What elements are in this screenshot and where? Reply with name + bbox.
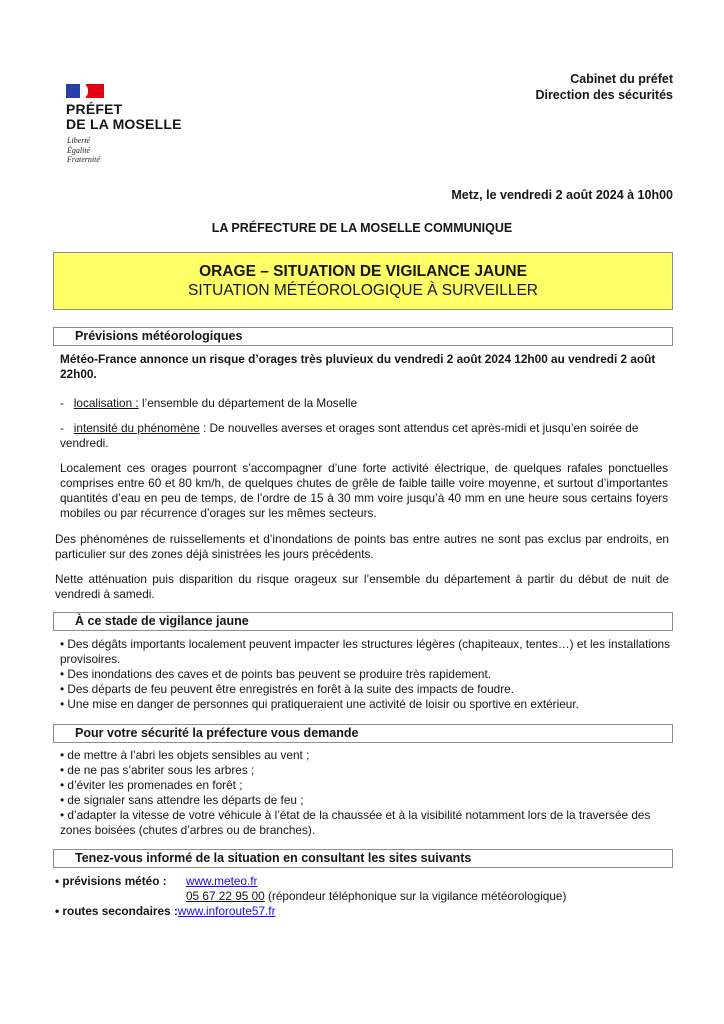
section-heading-previsions [53, 327, 673, 346]
list-item: • Des départs de feu peuvent être enregistrés en forêt à la suite des impacts de foudre. [60, 682, 514, 696]
communique-title: LA PRÉFECTURE DE LA MOSELLE COMMUNIQUE [211, 221, 513, 235]
list-item: • Des inondations des caves et de points bas peuvent se produire très rapidement. [60, 667, 492, 681]
motto-fraternite: Fraternité [67, 155, 100, 164]
motto-liberte: Liberté [67, 136, 91, 145]
previsions-intro: Météo-France annonce un risque d’orages très pluvieux du vendredi 2 août 2024 12h00 au vendredi 2 août 22h00. [60, 352, 656, 381]
paragraph-localement: Localement ces orages pourront s’accompagner d’une forte activité électrique, de quelques rafales ponctuelles comprises entre 60 et 80 km/h, de quelques chutes de grêle de faible taille voire moyenne, et surtout d’importantes quantités d’eau en peu de temps, de l’ordre de 15 à 30 mm voire jusqu’à 40 mm en une heure sous certains foyers mobiles ou par récurrence d’orages sur les mêmes secteurs. [60, 461, 668, 520]
list-item: • d’adapter la vitesse de votre véhicule à l’état de la chaussée et à la visibilité notamment lors de la traversée des zones boisées (chutes d’arbres ou de branches). [60, 808, 651, 837]
section-heading-text: Tenez-vous informé de la situation en consultant les sites suivants [75, 851, 472, 865]
alert-subtitle: SITUATION MÉTÉOROLOGIQUE À SURVEILLER [188, 282, 538, 299]
republic-motto [67, 136, 100, 165]
list-item: • Des dégâts importants localement peuvent impacter les structures légères (chapiteaux, tentes…) et les installations provisoires. [60, 637, 670, 666]
section-heading-text: Pour votre sécurité la préfecture vous demande [75, 726, 359, 740]
localisation-label: localisation : [73, 396, 139, 410]
paragraph-attenuation: Nette atténuation puis disparition du risque orageux sur l’ensemble du département à partir du début de nuit de vendredi à samedi. [55, 572, 669, 601]
alert-title: ORAGE – SITUATION DE VIGILANCE JAUNE [199, 263, 527, 280]
vigilance-list [60, 637, 670, 712]
list-item: • de signaler sans attendre les départs de feu ; [60, 793, 304, 807]
inforoute-link[interactable]: www.inforoute57.fr [177, 904, 276, 918]
phone-number[interactable]: 05 67 22 95 00 [186, 889, 265, 903]
sites-list [55, 874, 675, 919]
routes-row [55, 904, 675, 919]
intensite-line [60, 421, 668, 451]
logo-line-1: PRÉFET [66, 101, 123, 117]
meteo-link[interactable]: www.meteo.fr [186, 874, 258, 888]
list-item: • de ne pas s’abriter sous les arbres ; [60, 763, 255, 777]
motto-egalite: Égalité [67, 145, 91, 155]
paragraph-ruissellement: Des phénomènes de ruissellements et d’inondations de points bas entre autres ne sont pas exclus par endroits, en particulier sur des zones déjà sinistrées les jours précédents. [55, 532, 669, 561]
vigilance-alert-box [53, 252, 673, 310]
phone-row [55, 889, 675, 904]
section-heading-text: À ce stade de vigilance jaune [75, 614, 249, 628]
localisation-text: l’ensemble du département de la Moselle [138, 396, 358, 410]
section-heading-vigilance [53, 612, 673, 631]
list-item: • d’éviter les promenades en forêt ; [60, 778, 243, 792]
prefecture-logo-title [66, 102, 182, 132]
issuing-office [535, 71, 673, 103]
bullet-dash: - [60, 421, 74, 435]
phone-note: (répondeur téléphonique sur la vigilance météorologique) [264, 889, 567, 903]
direction-name: Direction des sécurités [535, 88, 673, 102]
meteo-label: • prévisions météo : [55, 874, 167, 888]
date-line: Metz, le vendredi 2 août 2024 à 10h00 [451, 188, 673, 202]
list-item: • Une mise en danger de personnes qui pratiqueraient une activité de loisir ou sportive en extérieur. [60, 697, 579, 711]
localisation-line [60, 396, 668, 411]
section-heading-text: Prévisions météorologiques [75, 329, 243, 343]
securite-list [60, 748, 670, 838]
bullet-dash: - [60, 396, 74, 410]
logo-line-2: DE LA MOSELLE [66, 116, 182, 132]
meteo-row [55, 874, 675, 889]
flag-red [86, 84, 104, 98]
section-heading-securite [53, 724, 673, 743]
french-flag-icon [66, 84, 104, 98]
list-item: • de mettre à l’abri les objets sensibles au vent ; [60, 748, 310, 762]
office-name: Cabinet du préfet [570, 72, 673, 86]
routes-label: • routes secondaires : [55, 904, 178, 918]
intensite-label: intensité du phénomène [73, 421, 200, 435]
section-heading-sites [53, 849, 673, 868]
intensite-text: : De nouvelles averses et orages sont attendus cet après-midi et jusqu’en soirée de vendredi. [60, 421, 639, 450]
